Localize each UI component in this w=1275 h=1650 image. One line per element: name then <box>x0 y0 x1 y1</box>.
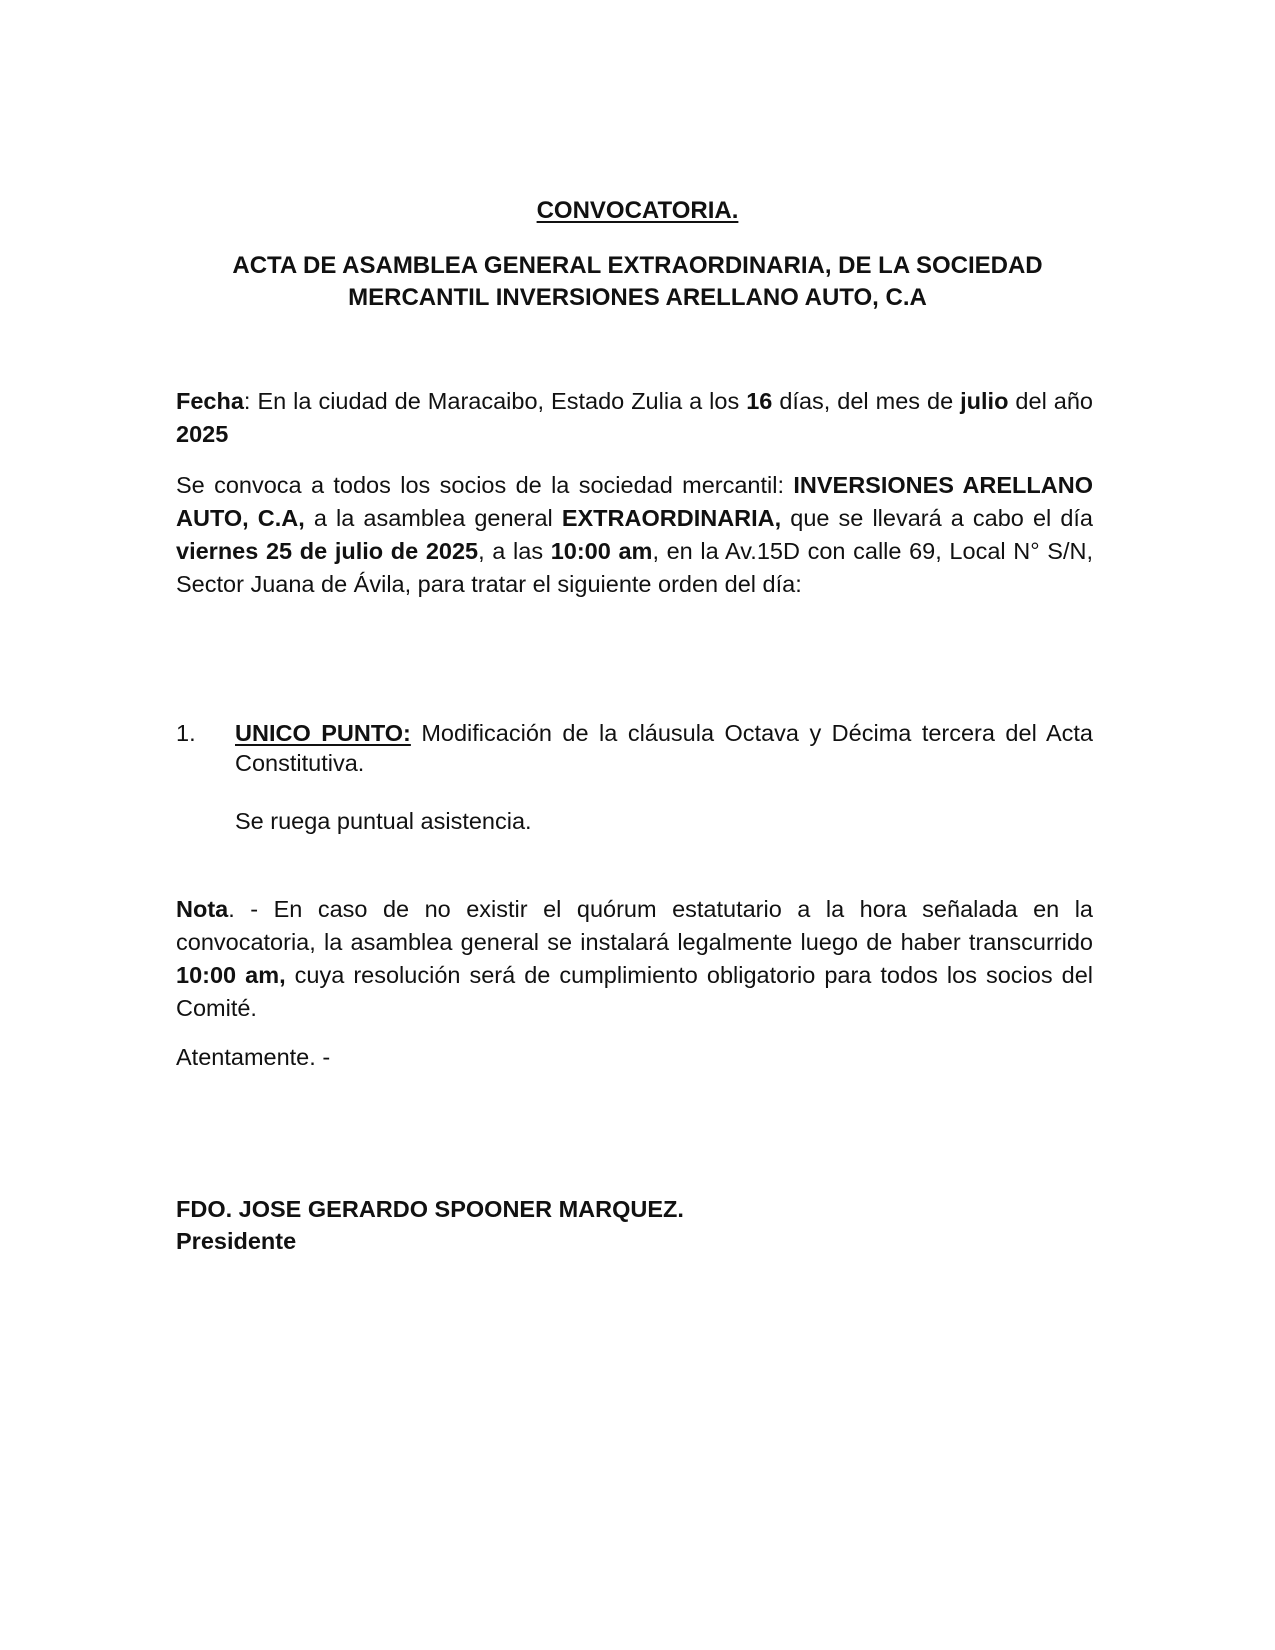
date-paragraph <box>176 385 1093 451</box>
agenda-list <box>176 718 1093 778</box>
document-heading: CONVOCATORIA. <box>536 197 739 224</box>
document-title <box>0 250 1275 314</box>
note-text-2: cuya resolución será de cumplimiento obligatorio para todos los socios del Comité. <box>176 962 1093 1021</box>
note-text-1: . - En caso de no existir el quórum estatutario a la hora señalada en la convocatoria, la asamblea general se instalará legalmente luego de haber transcurrido <box>176 896 1093 955</box>
signature-role: Presidente <box>176 1228 297 1254</box>
agenda-item-text: Modificación de la cláusula Octava y Décima tercera del Acta Constitutiva. <box>235 720 1093 776</box>
signature-name: FDO. JOSE GERARDO SPOONER MARQUEZ. <box>176 1196 684 1222</box>
title-line-2: MERCANTIL INVERSIONES ARELLANO AUTO, C.A <box>348 284 927 311</box>
assembly-time: 10:00 am <box>550 538 653 564</box>
assembly-date: viernes 25 de julio de 2025 <box>176 538 479 564</box>
date-label: Fecha <box>176 388 244 414</box>
convocation-text-5: , en la Av.15D con calle 69, Local N° S/N, Sector Juana de Ávila, para tratar el siguiente orden del día: <box>176 538 1093 597</box>
convocation-text-3: que se llevará a cabo el día <box>781 505 1093 531</box>
convocation-text-4: , a las <box>478 538 551 564</box>
date-day: 16 <box>746 388 773 414</box>
date-month: julio <box>960 388 1009 414</box>
assembly-type: EXTRAORDINARIA, <box>561 505 782 531</box>
company-name: INVERSIONES ARELLANO AUTO, C.A, <box>176 472 1093 531</box>
attendance-request: Se ruega puntual asistencia. <box>235 808 532 834</box>
date-text-1: : En la ciudad de Maracaibo, Estado Zulia a los <box>243 388 747 414</box>
agenda-item-number: 1. <box>176 720 196 746</box>
convocation-text-2: a la asamblea general <box>304 505 562 531</box>
date-text-3: del año <box>1008 388 1093 414</box>
closing: Atentamente. - <box>176 1044 331 1070</box>
note-time: 10:00 am, <box>176 962 286 988</box>
convocation-paragraph <box>176 469 1093 601</box>
note-label: Nota <box>176 896 229 922</box>
date-year: 2025 <box>176 421 229 447</box>
convocation-text-1: Se convoca a todos los socios de la sociedad mercantil: <box>176 472 794 498</box>
title-line-1: ACTA DE ASAMBLEA GENERAL EXTRAORDINARIA, DE LA SOCIEDAD <box>232 252 1043 279</box>
agenda-item-label: UNICO PUNTO: <box>235 720 411 746</box>
agenda-item <box>235 718 1093 778</box>
note-paragraph <box>176 893 1093 1025</box>
date-text-2: días, del mes de <box>772 388 961 414</box>
